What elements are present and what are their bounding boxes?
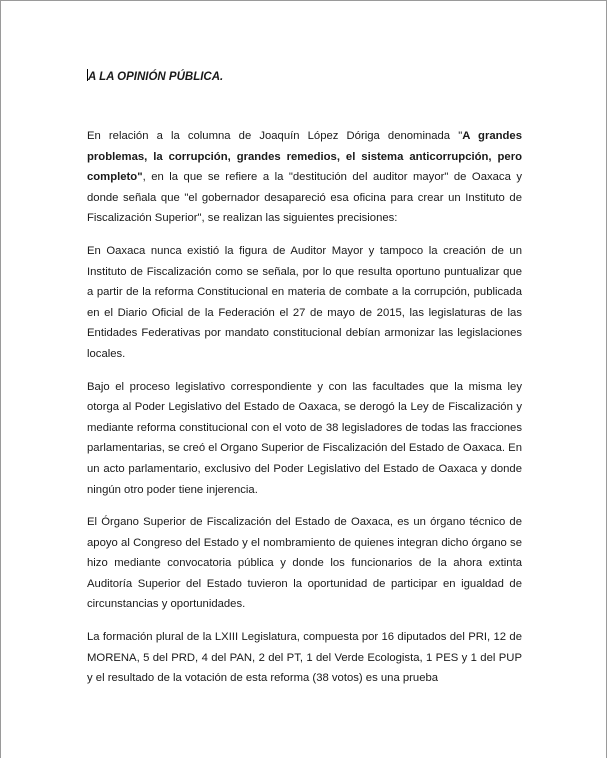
paragraph-5: La formación plural de la LXIII Legislatura, compuesta por 16 diputados del PRI, 12 de MORENA, 5 del PRD, 4 del PAN, 2 del PT, 1 del Verde Ecologista, 1 PES y 1 del PUP y el resultado de la votación de esta reforma (38 votos) es una prueba — [87, 631, 522, 685]
document-title-text: A LA OPINIÓN PÚBLICA. — [88, 71, 224, 83]
paragraph-1-intro: En relación a la columna de Joaquín López Dóriga denominada " — [87, 130, 463, 142]
paragraph-1-rest: , en la que se refiere a la "destitución del auditor mayor" de Oaxaca y donde señala que "el gobernador desapareció esa oficina para crear un Instituto de Fiscalización Superior", se realizan las siguientes precisiones: — [87, 171, 522, 225]
document-title — [87, 69, 522, 85]
paragraph-4: El Órgano Superior de Fiscalización del Estado de Oaxaca, es un órgano técnico de apoyo al Congreso del Estado y el nombramiento de quienes integran dicho órgano se hizo mediante convocatoria pública y donde los funcionarios de la ahora extinta Auditoría Superior del Estado tuvieron la oportunidad de participar en igualdad de circunstancias y oportunidades. — [87, 516, 522, 611]
paragraph-1-column-title: A grandes problemas, la corrupción, grandes remedios, el sistema anticorrupción, pero completo" — [87, 130, 522, 184]
document-body — [87, 69, 522, 689]
paragraph-2: En Oaxaca nunca existió la figura de Auditor Mayor y tampoco la creación de un Instituto de Fiscalización como se señala, por lo que resulta oportuno puntualizar que a partir de la reforma Constitucional en materia de combate a la corrupción, publicada en el Diario Oficial de la Federación el 27 de mayo de 2015, las legislaturas de las Entidades Federativas por mandato constitucional debían armonizar las legislaciones locales. — [87, 244, 522, 360]
paragraph-1 — [87, 126, 522, 229]
paragraph-3: Bajo el proceso legislativo correspondiente y con las facultades que la misma ley otorga al Poder Legislativo del Estado de Oaxaca, se derogó la Ley de Fiscalización y mediante reforma constitucional con el voto de 38 legisladores de todas las fracciones parlamentarias, se creó el Organo Superior de Fiscalización del Estado de Oaxaca. En un acto parlamentario, exclusivo del Poder Legislativo del Estado de Oaxaca y donde ningún otro poder tiene injerencia. — [87, 380, 522, 496]
